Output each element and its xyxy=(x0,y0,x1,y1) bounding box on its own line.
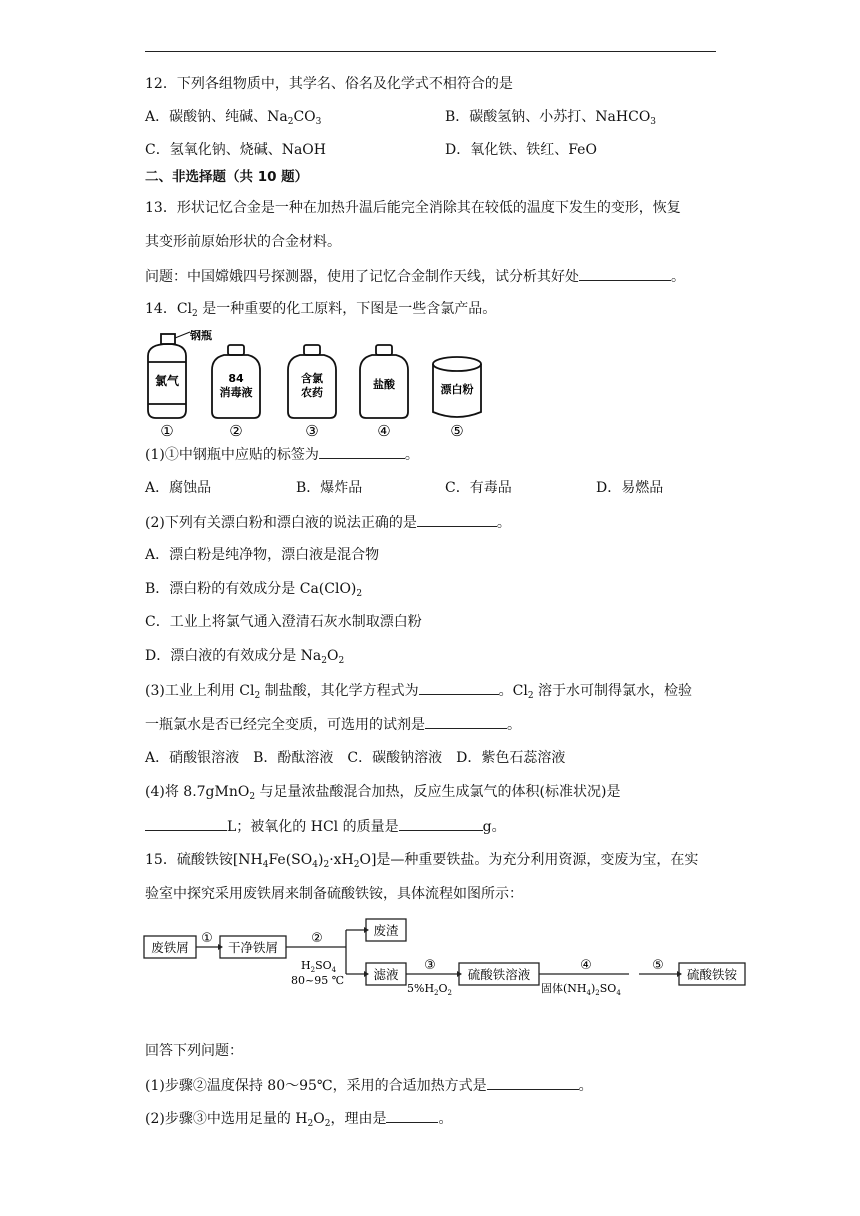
cylinder-tag-label: 钢瓶 xyxy=(190,330,212,342)
q12-option-a: A．碳酸钠、纯碱、$Na_2CO_3$ xyxy=(145,109,322,127)
product-label-3b: 农药 xyxy=(301,386,323,399)
q14-part4-line2: L；被氧化的 HCl 的质量是 g。 xyxy=(145,816,506,837)
product-number-2: ② xyxy=(229,422,243,440)
product-number-3: ③ xyxy=(305,422,319,440)
answer-blank[interactable] xyxy=(399,816,483,831)
q15-line2: 验室中探究采用废铁屑来制备硫酸铁铵，具体流程如图所示： xyxy=(145,886,523,902)
q14-part2-option-d: D．漂白液的有效成分是 $Na_2O_2$ xyxy=(145,648,345,666)
product-label-5: 漂白粉 xyxy=(440,383,474,396)
answer-blank[interactable] xyxy=(419,680,499,695)
q12-option-d: D．氧化铁、铁红、FeO xyxy=(445,142,597,158)
q14-part3-line2: 一瓶氯水是否已经完全变质，可选用的试剂是 。 xyxy=(145,714,521,735)
answer-blank[interactable] xyxy=(319,444,405,459)
flow-label-clean-iron: 干净铁屑 xyxy=(227,940,279,955)
product-number-1: ① xyxy=(160,422,174,440)
flow-reagent-h2so4: $H_2SO_4$ xyxy=(301,959,337,974)
q14-part1-option-b: B．爆炸品 xyxy=(296,480,363,496)
q15-answer-intro: 回答下列问题： xyxy=(145,1043,243,1059)
q14-part2-option-b: B．漂白粉的有效成分是 $Ca(ClO)_2$ xyxy=(145,581,363,599)
product-label-3a: 含氯 xyxy=(301,372,323,385)
q15-part2: (2)步骤③中选用足量的 $H_2O_2$，理由是 。 xyxy=(145,1108,452,1134)
flow-label-residue: 废渣 xyxy=(373,923,399,938)
answer-blank[interactable] xyxy=(386,1108,438,1123)
product-number-5: ⑤ xyxy=(450,422,464,440)
q14-part2-option-a: A．漂白粉是纯净物，漂白液是混合物 xyxy=(145,547,380,563)
q14-part1-option-c: C．有毒品 xyxy=(445,480,512,496)
q15-part1: (1)步骤②温度保持 80～95℃，采用的合适加热方式是 。 xyxy=(145,1075,593,1096)
q14-part3-options: A．硝酸银溶液 B．酚酞溶液 C．碳酸钠溶液 D．紫色石蕊溶液 xyxy=(145,750,566,766)
process-flow-diagram xyxy=(143,914,749,996)
flow-reagent-ammonium-sulfate: 固体$(NH_4)_2SO_4$ xyxy=(541,982,621,996)
flow-label-scrap-iron: 废铁屑 xyxy=(151,940,189,955)
q14-part1: (1)①中钢瓶中应贴的标签为 。 xyxy=(145,444,419,465)
q14-part4-line1: (4)将 8.7gMnO$_2$ 与足量浓盐酸混合加热，反应生成氯气的体积(标准状况)是 xyxy=(145,784,621,802)
q14-part2-option-c: C．工业上将氯气通入澄清石灰水制取漂白粉 xyxy=(145,614,422,630)
product-number-4: ④ xyxy=(377,422,391,440)
q13-line1: 13．形状记忆合金是一种在加热升温后能完全消除其在较低的温度下发生的变形，恢复 xyxy=(145,200,681,216)
q12-stem: 12．下列各组物质中，其学名、俗名及化学式不相符合的是 xyxy=(145,76,513,92)
answer-blank[interactable] xyxy=(579,266,671,281)
flow-step-1: ① xyxy=(201,931,213,946)
answer-blank[interactable] xyxy=(487,1075,579,1090)
flow-reagent-h2o2: $5\%H_2O_2$ xyxy=(407,982,453,996)
flow-label-filtrate: 滤液 xyxy=(373,967,399,982)
product-label-1: 氯气 xyxy=(154,374,180,388)
answer-blank[interactable] xyxy=(417,512,497,527)
flow-label-product: 硫酸铁铵 xyxy=(686,967,738,982)
q13-line2: 其变形前原始形状的合金材料。 xyxy=(145,234,341,250)
q14-part2: (2)下列有关漂白粉和漂白液的说法正确的是 。 xyxy=(145,512,511,533)
q12-option-c: C．氢氧化钠、烧碱、NaOH xyxy=(145,142,326,158)
flow-step-3: ③ xyxy=(424,958,436,973)
product-label-2a: 84 xyxy=(228,372,244,385)
answer-blank[interactable] xyxy=(425,714,507,729)
q14-stem: 14．$Cl_2$ 是一种重要的化工原料，下图是一些含氯产品。 xyxy=(145,301,497,319)
section-heading: 二、非选择题（共 10 题） xyxy=(145,169,309,185)
product-label-2b: 消毒液 xyxy=(219,386,253,399)
q14-part1-option-a: A．腐蚀品 xyxy=(145,480,212,496)
q14-part1-option-d: D．易燃品 xyxy=(596,480,664,496)
flow-step-2: ② xyxy=(311,931,323,946)
answer-blank[interactable] xyxy=(145,816,227,831)
q15-line1: 15．硫酸铁铵$[NH_4Fe(SO_4)_2\cdot xH_2O]$是—种重要铁盐。为充分利用资源，变废为宝，在实 xyxy=(145,852,699,870)
q13-question: 问题：中国嫦娥四号探测器，使用了记忆合金制作天线，试分析其好处 。 xyxy=(145,266,685,287)
flow-step-5: ⑤ xyxy=(652,958,664,973)
q14-part3-line1: (3)工业上利用 $Cl_2$ 制盐酸，其化学方程式为 。$Cl_2$ 溶于水可制得氯水，检验 xyxy=(145,680,692,706)
product-label-4: 盐酸 xyxy=(373,378,395,391)
flow-step-4: ④ xyxy=(580,958,592,973)
q12-option-b: B．碳酸氢钠、小苏打、NaHCO$_3$ xyxy=(445,109,657,127)
chlorine-products-figure xyxy=(142,330,502,440)
flow-reagent-temperature: 80~95 ℃ xyxy=(291,974,345,987)
flow-label-ferric-sulfate: 硫酸铁溶液 xyxy=(467,967,531,982)
header-rule xyxy=(145,51,716,52)
